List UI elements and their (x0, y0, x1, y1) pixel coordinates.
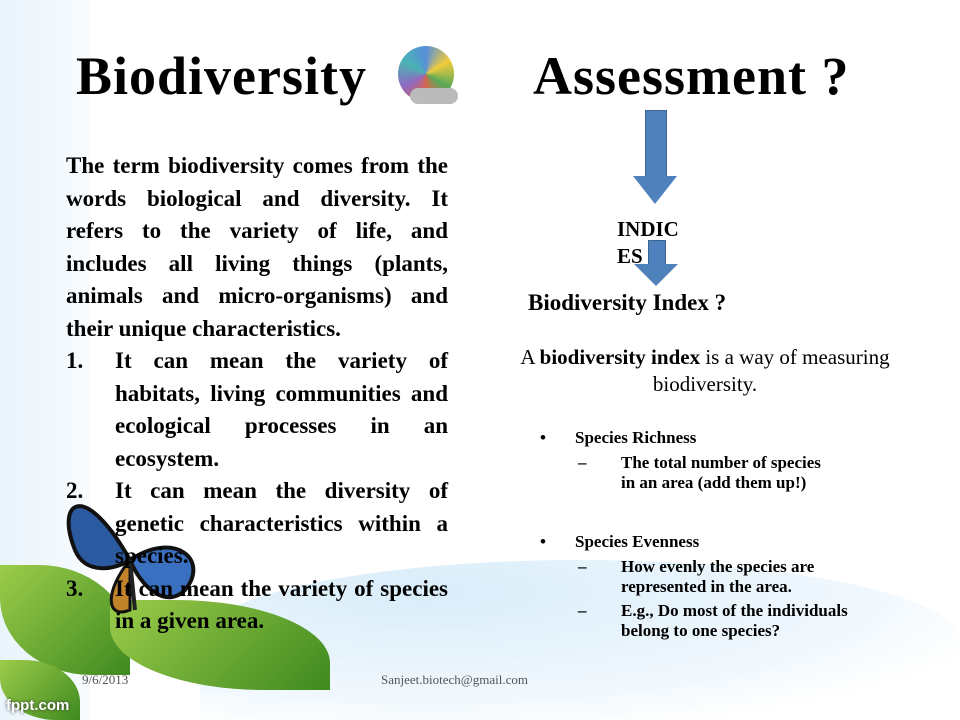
left-body (66, 150, 448, 638)
item-number: 1. (66, 348, 84, 373)
meanings-list (66, 345, 448, 638)
intro-paragraph: The term biodiversity comes from the words biological and diversity. It refers to the variety of life, and includes all living things (plants, animals and micro-organisms) and their unique characteristics. (66, 153, 448, 341)
list-item (66, 345, 448, 475)
item-number: 2. (66, 478, 84, 503)
footer-email: Sanjeet.biotech@gmail.com (381, 672, 528, 687)
index-heading: Biodiversity Index ? (528, 290, 727, 315)
def-post: is a way of measuring biodiversity. (652, 345, 890, 396)
bullet-species-richness: • Species Richness – The total number of species in an area (add them up!) (540, 428, 920, 493)
bullet-species-evenness: • Species Evenness – How evenly the species are represented in the area. – E.g., Do most of the individuals belong to one species? (540, 532, 920, 641)
index-definition (505, 344, 905, 398)
item-number: 3. (66, 575, 84, 601)
list-item (66, 573, 448, 638)
item-text: It can mean the variety of habitats, living communities and ecological processes in an ecosystem. (115, 348, 448, 471)
brand-logo: fppt.com (6, 697, 70, 714)
indices-label (617, 216, 679, 270)
title-assessment: Assessment ? (533, 46, 850, 106)
arrow-down-head-icon (633, 176, 677, 204)
indices-line2: ES (617, 244, 643, 268)
indices-line1: INDIC (617, 217, 679, 241)
footer-date: 9/6/2013 (82, 672, 129, 687)
sub-bullet: The total number of species in an area (add them up!) (621, 453, 821, 492)
title-biodiversity: Biodiversity (76, 46, 367, 106)
bullet-label: Species Richness (575, 428, 697, 447)
def-bold: biodiversity index (539, 345, 701, 369)
sub-bullet: How evenly the species are represented in the area. (621, 557, 815, 596)
hand-icon (410, 88, 458, 104)
sub-bullet: E.g., Do most of the individuals belong to one species? (621, 601, 848, 640)
item-text: It can mean the variety of species in a given area. (115, 575, 448, 633)
arrow-down-icon (645, 110, 667, 178)
list-item (66, 475, 448, 573)
bullet-label: Species Evenness (575, 532, 700, 551)
def-pre: A (520, 345, 540, 369)
item-text: It can mean the diversity of genetic characteristics within a species. (115, 478, 448, 568)
